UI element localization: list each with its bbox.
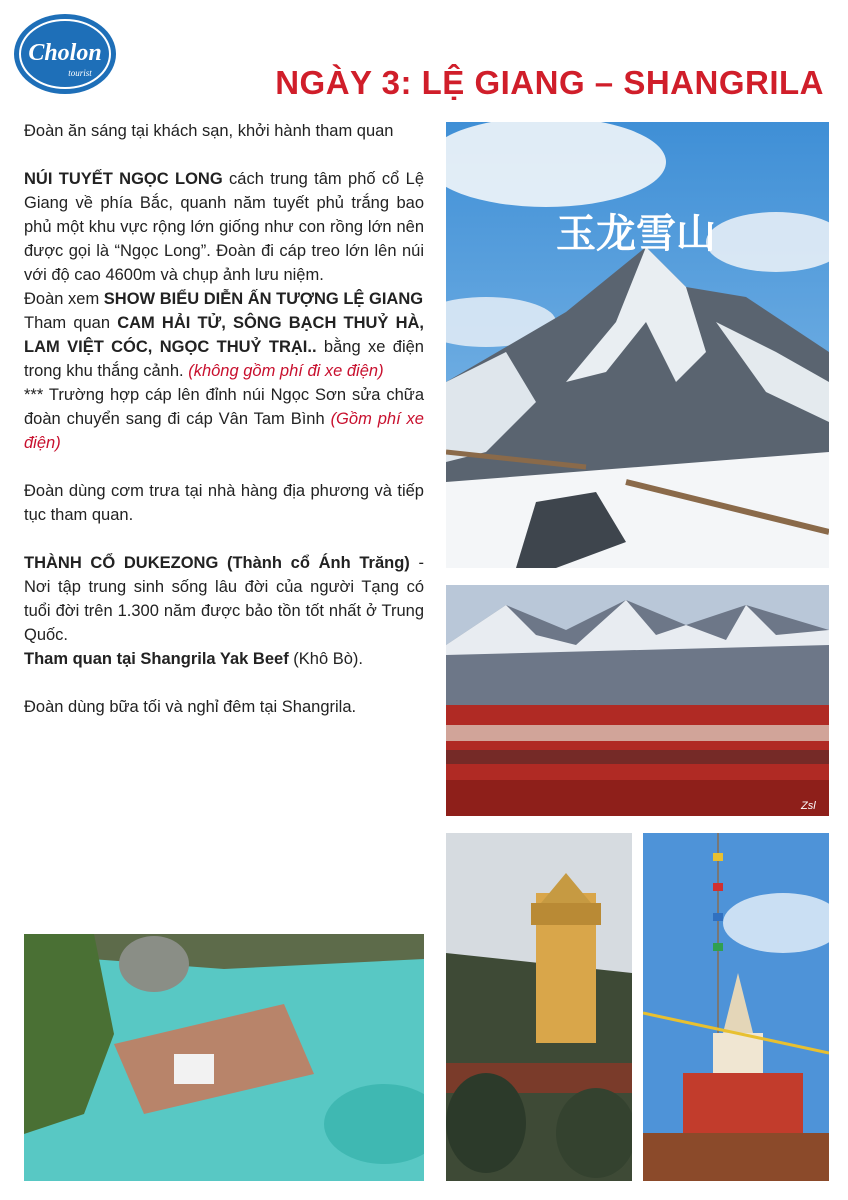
paragraph-breakfast: Đoàn ăn sáng tại khách sạn, khởi hành tham quan [24,122,394,140]
paragraph-dukezong [24,551,424,647]
heading-dukezong: THÀNH CỔ DUKEZONG (Thành cổ Ánh Trăng) [24,554,410,572]
heading-sightseeing: CAM HẢI TỬ, SÔNG BẠCH THUỶ HÀ, LAM VIỆT CÓC, NGỌC THUỶ TRẠI.. [24,314,424,356]
jade-dragon-mountain-photo [446,122,829,568]
prayer-wheel-photo [446,833,632,1181]
cable-note-fee: (Gồm phí xe điện) [24,410,424,452]
yak-beef-desc: (Khô Bò). [288,650,363,668]
sightseeing-desc: bằng xe điện trong khu thắng cảnh. [24,338,424,380]
cable-note-text: *** Trường hợp cáp lên đỉnh núi Ngọc Sơn sửa chữa đoàn chuyển sang đi cáp Vân Tam Bình [24,386,424,428]
paragraph-cable-note [24,383,424,455]
blue-moon-valley-photo [24,934,424,1181]
sightseeing-note: (không gồm phí đi xe điện) [188,362,384,380]
stupa-photo [643,833,829,1181]
heading-show: SHOW BIỂU DIỄN ẤN TƯỢNG LỆ GIANG [103,290,424,308]
dukezong-desc: - Nơi tập trung sinh sống lâu đời của người Tạng có tuổi đời trên 1.300 năm được bảo tồn tốt nhất ở Trung Quốc. [24,554,424,644]
sightseeing-prefix: Tham quan [24,314,118,332]
cholon-logo [12,12,118,96]
impression-show-photo [446,585,829,816]
heading-yak-beef: Tham quan tại Shangrila Yak Beef [24,650,289,668]
page-title: NGÀY 3: LỆ GIANG – SHANGRILA [275,64,824,101]
itinerary-text [24,119,424,719]
jade-dragon-desc: cách trung tâm phố cổ Lệ Giang về phía Bắc, quanh năm tuyết phủ trắng bao phủ một khu vực rộng lớn giống như con rồng lớn nên được gọi là “Ngọc Long”. Đoàn đi cáp treo lớn lên núi với độ cao 4600m và chụp ảnh lưu niệm. [24,170,425,284]
paragraph-sightseeing [24,311,424,383]
mountain-caption: 玉龙雪山 [556,212,716,256]
paragraph-dinner: Đoàn dùng bữa tối và nghỉ đêm tại Shangrila. [24,698,357,716]
show-prefix: Đoàn xem [24,290,104,308]
photo-signature: Zsl [801,800,816,812]
logo-subtext: tourist [68,68,92,78]
paragraph-jade-dragon [24,167,424,287]
heading-jade-dragon: NÚI TUYẾT NGỌC LONG [24,170,223,188]
paragraph-lunch: Đoàn dùng cơm trưa tại nhà hàng địa phương và tiếp tục tham quan. [24,482,424,524]
paragraph-yak-beef [24,647,424,671]
paragraph-show [24,287,424,311]
logo-text: Cholon [28,40,102,66]
